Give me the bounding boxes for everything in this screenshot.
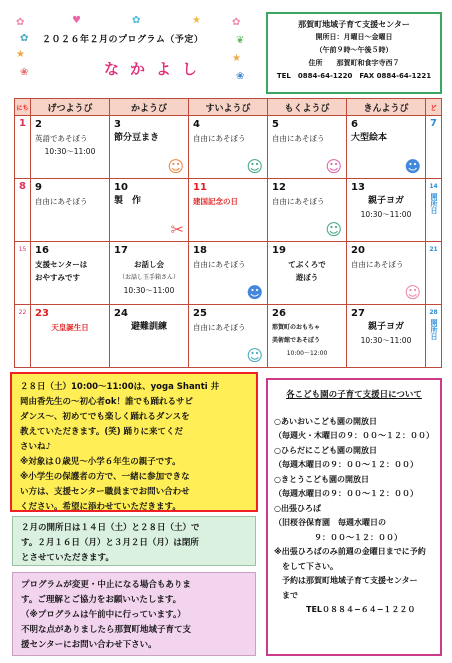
day-cell [110, 116, 189, 179]
calendar-week [15, 305, 442, 368]
center-days: 開所日：月曜日〜金曜日 [315, 33, 393, 41]
event-text: 那賀町のおもちゃ [272, 324, 321, 331]
yoga-text-line: ※小学生の保護者の方で、一緒に参加できな [20, 472, 190, 482]
event-text: 自由にあそぼう [35, 197, 88, 206]
yoga-text-line: ダンス〜、初めてでも楽しく踊れるダンスを [20, 412, 190, 422]
event-text: てぶくろで [288, 260, 326, 269]
center-address: 住所 那賀町和食字寺西７ [308, 59, 400, 67]
event-text: 自由にあそぼう [272, 197, 325, 206]
kids-illustration-icon: ☻ [404, 157, 421, 176]
day-number: 17 [114, 245, 128, 256]
day-number: 14 [429, 183, 438, 190]
day-cell [31, 305, 110, 368]
yoga-text-line: 岡由香先生の〜初心者ok！誰でも踊れるサビ [20, 397, 193, 407]
sunday-cell [15, 116, 31, 179]
sunday-cell [15, 179, 31, 242]
event-text: 避難訓練 [130, 322, 167, 332]
saturday-cell [426, 179, 442, 242]
day-number: 3 [114, 119, 121, 130]
day-cell [189, 179, 268, 242]
flower-icon: ❀ [236, 71, 245, 82]
support-text-line: ○あいおいこども園の開放日 [274, 416, 377, 426]
saturday-cell [426, 242, 442, 305]
notice-text-line: す。２月１６日（月）と３月２日（月）は閉所 [21, 538, 199, 548]
sunday-cell [15, 242, 31, 305]
child-illustration-icon: ☺ [246, 346, 263, 365]
calendar-week [15, 179, 442, 242]
weekday-header: かようび [110, 99, 189, 116]
flower-icon: ✿ [16, 17, 25, 28]
day-number: 6 [351, 119, 358, 130]
support-text-line: ○きとうこども園の開放日 [274, 474, 369, 484]
day-number: 8 [19, 181, 26, 192]
event-text: 自由にあそぼう [193, 260, 246, 269]
event-time: 10:00〜12:00 [286, 350, 328, 357]
event-text: 親子ヨガ [367, 196, 404, 206]
flower-icon: ✿ [132, 15, 141, 26]
day-number: 2 [35, 119, 42, 130]
day-cell [31, 116, 110, 179]
event-text: 自由にあそぼう [193, 134, 246, 143]
day-cell [268, 116, 347, 179]
calendar-table [14, 98, 442, 368]
event-text: 自由にあそぼう [351, 260, 404, 269]
day-number: 13 [351, 182, 365, 193]
day-number: 9 [35, 182, 42, 193]
open-day-label: 開所日 [430, 319, 438, 340]
day-number: 10 [114, 182, 128, 193]
day-number: 16 [35, 245, 49, 256]
day-cell [189, 116, 268, 179]
day-number: 12 [272, 182, 286, 193]
day-number: 15 [18, 246, 27, 253]
calendar-header-row [15, 99, 442, 116]
day-number: 25 [193, 308, 207, 319]
center-phone: TEL 0884-64-1220 FAX 0884-64-1221 [276, 72, 432, 80]
day-number: 21 [429, 246, 438, 253]
calendar-week [15, 116, 442, 179]
support-text-line: ※出張ひろばのみ前週の金曜日までに予約 [274, 547, 426, 556]
heart-icon: ♥ [72, 15, 81, 26]
yoga-text-line: い方は、支援センター職員までお問い合わせ [20, 487, 190, 497]
yoga-text-line: 教えていただきます。(笑) 踊りに来てくだ [20, 427, 184, 437]
craft-illustration-icon: ✂ [170, 220, 184, 239]
event-text: 自由にあそぼう [193, 323, 246, 332]
child-illustration-icon: ☻ [246, 283, 263, 302]
flower-icon: ❀ [20, 67, 29, 78]
yoga-text-line: さいね♪ [20, 442, 51, 452]
event-note: （お話し玉手箱さん） [118, 274, 179, 281]
center-name: 那賀町地域子育て支援センター [298, 20, 410, 29]
support-text-line: （毎週水曜日の９：００〜１２：００） [274, 489, 418, 498]
event-time: 10:30〜11:00 [360, 336, 412, 345]
yoga-text-line: ２８日（土）10:00〜11:00は、yoga Shanti 井 [20, 382, 220, 392]
change-text-line: （※プログラムは午前中に行っています。） [21, 610, 186, 620]
logo-text: なかよし [104, 60, 209, 78]
day-cell [110, 179, 189, 242]
day-cell [189, 305, 268, 368]
flower-icon: ✿ [232, 17, 241, 28]
support-text-line: ９：００〜１２：００） [274, 532, 402, 542]
day-number: 20 [351, 245, 365, 256]
day-cell [31, 179, 110, 242]
event-text: 天皇誕生日 [51, 323, 89, 332]
day-cell [110, 305, 189, 368]
day-cell [268, 179, 347, 242]
day-number: 24 [114, 308, 128, 319]
event-text: 遊ぼう [295, 273, 319, 282]
event-text: おやすみです [35, 273, 80, 282]
sunday-header: にち [15, 99, 31, 116]
sunday-cell [15, 305, 31, 368]
event-text: お話し会 [134, 260, 164, 269]
day-cell [347, 305, 426, 368]
support-text-line: （毎週木曜日の９：００〜１２：００） [274, 460, 418, 469]
saturday-header: ど [426, 99, 442, 116]
weekday-header: もくようび [268, 99, 347, 116]
change-text-line: 援センターにお問い合わせ下さい。 [21, 640, 157, 650]
notice-text-line: ２月の開所日は１４日（土）と２８日（土）で [21, 523, 200, 533]
program-change-notice [12, 572, 256, 656]
change-text-line: プログラムが変更・中止になる場合もありま [21, 580, 191, 590]
day-number: 5 [272, 119, 279, 130]
event-text: 支援センターは [35, 260, 88, 269]
day-number: 23 [35, 308, 49, 319]
star-icon: ★ [16, 49, 25, 60]
kids-illustration-icon: ☺ [167, 157, 184, 176]
weekday-header: げつようび [31, 99, 110, 116]
flower-icon: ✿ [20, 33, 29, 44]
event-time: 10:30〜11:00 [44, 147, 96, 156]
day-number: 28 [429, 309, 438, 316]
star-icon: ★ [192, 15, 201, 26]
weekday-header: きんようび [347, 99, 426, 116]
child-illustration-icon: ☺ [325, 157, 342, 176]
change-text-line: 不明な点がありましたら那賀町地域子育て支 [21, 625, 192, 635]
day-cell [110, 242, 189, 305]
day-number: 19 [272, 245, 286, 256]
saturday-cell [426, 116, 442, 179]
child-illustration-icon: ☺ [404, 283, 421, 302]
day-number: 18 [193, 245, 207, 256]
yoga-text-line: ※対象は０歳児〜小学６年生の親子です。 [20, 457, 181, 467]
event-text: 美術館であそぼう [272, 337, 321, 344]
yoga-text-line: ください。希望に添わせていただきます。 [20, 502, 181, 512]
support-text-line: まで [274, 590, 298, 600]
center-info-box [266, 12, 442, 94]
day-cell [347, 116, 426, 179]
leaf-icon: ❦ [236, 35, 245, 46]
support-title: 各こども園の子育て支援日について [286, 390, 422, 400]
event-text: 自由にあそぼう [272, 134, 325, 143]
event-time: 10:30〜11:00 [123, 286, 175, 295]
open-days-notice [12, 516, 256, 566]
day-number: 1 [19, 118, 26, 129]
support-text-line: TEL０８８４−６４−１２２０ [274, 605, 416, 614]
program-header [12, 12, 252, 94]
support-text-line: （旧桜谷保育園 毎週水曜日の [274, 518, 386, 527]
support-text-line: 予約は那賀町地域子育て支援センター [274, 576, 418, 585]
day-number: 4 [193, 119, 200, 130]
yoga-event-box [10, 372, 258, 512]
day-cell [268, 305, 347, 368]
center-hours: （午前９時〜午後５時） [315, 46, 393, 54]
day-number: 27 [351, 308, 365, 319]
day-cell [31, 242, 110, 305]
child-illustration-icon: ☺ [246, 157, 263, 176]
saturday-cell [426, 305, 442, 368]
day-number: 26 [272, 308, 286, 319]
page-title: ２０２６年２月のプログラム（予定） [42, 35, 204, 45]
calendar-week [15, 242, 442, 305]
open-day-label: 開所日 [430, 193, 438, 214]
support-text-line: ○出張ひろば [274, 503, 321, 513]
event-text: 大型絵本 [351, 133, 388, 143]
event-text: 節分豆まき [114, 133, 160, 143]
child-illustration-icon: ☺ [325, 220, 342, 239]
day-cell [347, 242, 426, 305]
day-number: 22 [18, 309, 27, 316]
change-text-line: す。ご理解とご協力をお願いいたします。 [21, 595, 182, 605]
event-text: 親子ヨガ [367, 322, 404, 332]
event-text: 英語であそぼう [35, 134, 88, 143]
notice-text-line: とさせていただきます。 [21, 553, 114, 563]
support-text-line: （毎週火・木曜日の９：００〜１２：００） [274, 431, 434, 440]
weekday-header: すいようび [189, 99, 268, 116]
event-text: 建国記念の日 [193, 197, 238, 206]
day-cell [189, 242, 268, 305]
star-icon: ★ [232, 53, 241, 64]
event-text: 製 作 [114, 196, 142, 206]
day-cell [347, 179, 426, 242]
day-number: 11 [193, 182, 207, 193]
support-days-box [266, 378, 442, 656]
day-number: 7 [430, 118, 437, 129]
support-text-line: ○ひらだにこども園の開放日 [274, 445, 377, 455]
support-text-line: をして下さい。 [274, 561, 338, 571]
day-cell [268, 242, 347, 305]
event-time: 10:30〜11:00 [360, 210, 412, 219]
